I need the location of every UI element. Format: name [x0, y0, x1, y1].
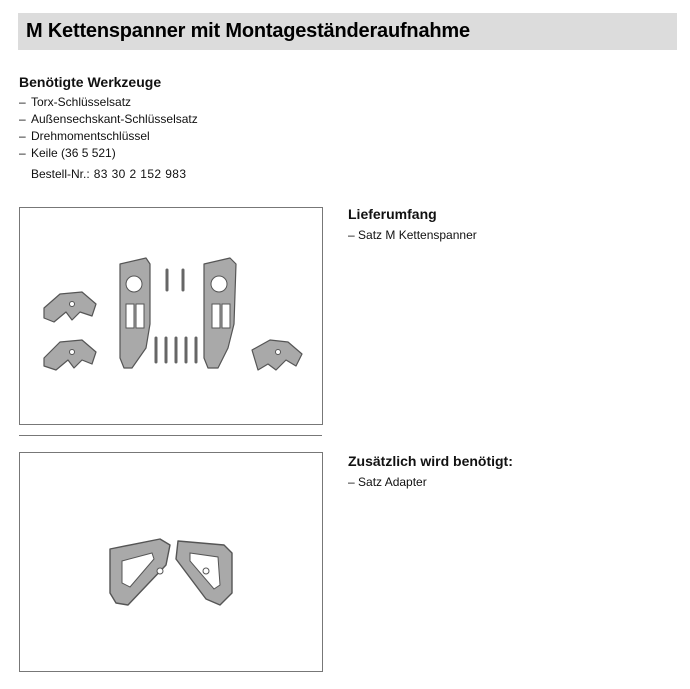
list-item: – Drehmomentschlüssel — [19, 129, 150, 143]
order-number: 83 30 2 152 983 — [93, 167, 187, 181]
scope-of-delivery-section — [348, 206, 678, 242]
chain-tensioner-parts-drawing — [20, 208, 322, 424]
required-tools-section — [19, 74, 339, 181]
list-item: – Keile (36 5 521) — [19, 146, 116, 160]
list-item: – Torx-Schlüsselsatz — [19, 95, 132, 109]
additional-required-section — [348, 453, 678, 489]
list-item: – Außensechskant-Schlüsselsatz — [19, 112, 198, 126]
page-title: M Kettenspanner mit Montageständeraufnahme — [26, 20, 470, 42]
list-item: – Satz Adapter — [348, 475, 427, 489]
tensioner-plate — [120, 258, 150, 368]
bracket-part — [44, 292, 96, 322]
adapter-set-drawing — [20, 453, 322, 671]
title-bar — [18, 13, 677, 50]
adapter-set-image — [19, 452, 323, 672]
required-tools-list — [19, 94, 339, 162]
bracket-part — [252, 340, 302, 370]
scope-heading: Lieferumfang — [348, 206, 437, 222]
chain-tensioner-kit-image — [19, 207, 323, 425]
bracket-part — [44, 340, 96, 370]
order-number-line — [19, 167, 339, 181]
order-number-label: Bestell-Nr.: — [31, 167, 90, 181]
required-tools-heading: Benötigte Werkzeuge — [19, 74, 162, 90]
list-item: – Satz M Kettenspanner — [348, 228, 477, 242]
additional-heading: Zusätzlich wird benötigt: — [348, 453, 513, 469]
divider — [19, 435, 322, 436]
